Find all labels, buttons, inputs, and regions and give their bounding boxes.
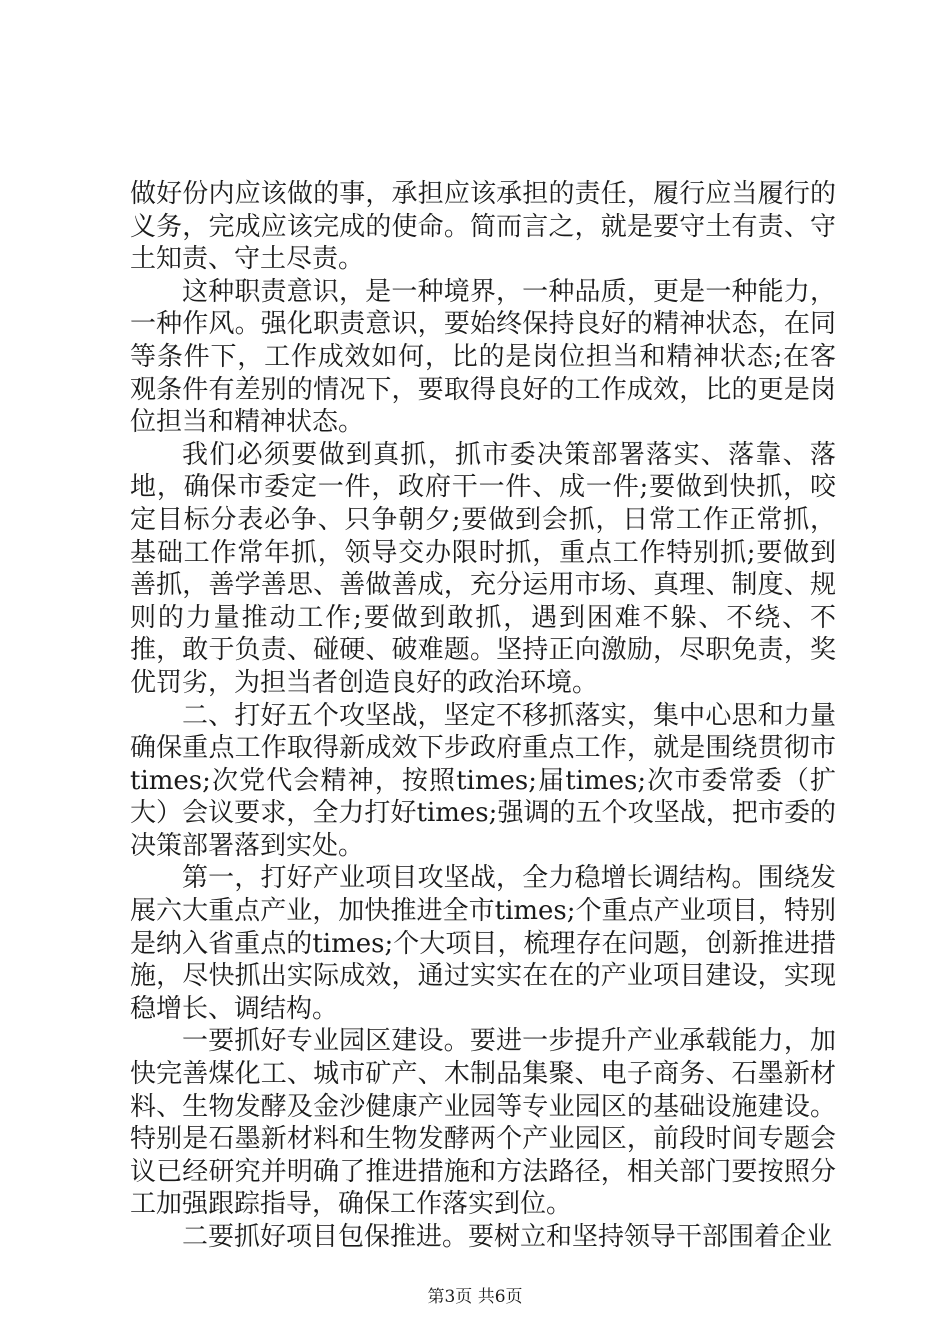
paragraph-3: 我们必须要做到真抓，抓市委决策部署落实、落靠、落地，确保市委定一件，政府干一件、成一件;要做到快抓，咬定目标分表必争、只争朝夕;要做到会抓，日常工作正常抓，基础工作常年抓，领导交办限时抓，重点工作特别抓;要做到善抓，善学善思、善做善成，充分运用市场、真理、制度、规则的力量推动工作;要做到敢抓，遇到困难不躲、不绕、不推，敢于负责、碰硬、破难题。坚持正向激励，尽职免责，奖优罚劣，为担当者创造良好的政治环境。	[130, 439, 836, 698]
page-footer: 第3页 共6页	[427, 1287, 523, 1307]
paragraph-6: 一要抓好专业园区建设。要进一步提升产业承载能力，加快完善煤化工、城市矿产、木制品集聚、电子商务、石墨新材料、生物发酵及金沙健康产业园等专业园区的基础设施建设。特别是石墨新材料和生物发酵两个产业园区，前段时间专题会议已经研究并明确了推进措施和方法路径，相关部门要按照分工加强跟踪指导，确保工作落实到位。	[130, 1026, 836, 1220]
paragraph-5: 第一，打好产业项目攻坚战，全力稳增长调结构。围绕发展六大重点产业，加快推进全市times;个重点产业项目，特别是纳入省重点的times;个大项目，梳理存在问题，创新推进措施，尽快抓出实际成效，通过实实在在的产业项目建设，实现稳增长、调结构。	[130, 863, 836, 1024]
paragraph-7: 二要抓好项目包保推进。要树立和坚持领导干部围着企业	[182, 1222, 833, 1252]
paragraph-2: 这种职责意识，是一种境界，一种品质，更是一种能力，一种作风。强化职责意识，要始终保持良好的精神状态，在同等条件下，工作成效如何，比的是岗位担当和精神状态;在客观条件有差别的情况下，要取得良好的工作成效，比的更是岗位担当和精神状态。	[130, 276, 836, 438]
body-text	[130, 178, 836, 1254]
paragraph-4: 二、打好五个攻坚战，坚定不移抓落实，集中心思和力量确保重点工作取得新成效下步政府重点工作，就是围绕贯彻市times;次党代会精神，按照times;届times;次市委常委（扩大）会议要求，全力打好times;强调的五个攻坚战，把市委的决策部署落到实处。	[130, 700, 836, 861]
paragraph-1: 做好份内应该做的事，承担应该承担的责任，履行应当履行的义务，完成应该完成的使命。简而言之，就是要守土有责、守土知责、守土尽责。	[130, 179, 836, 275]
